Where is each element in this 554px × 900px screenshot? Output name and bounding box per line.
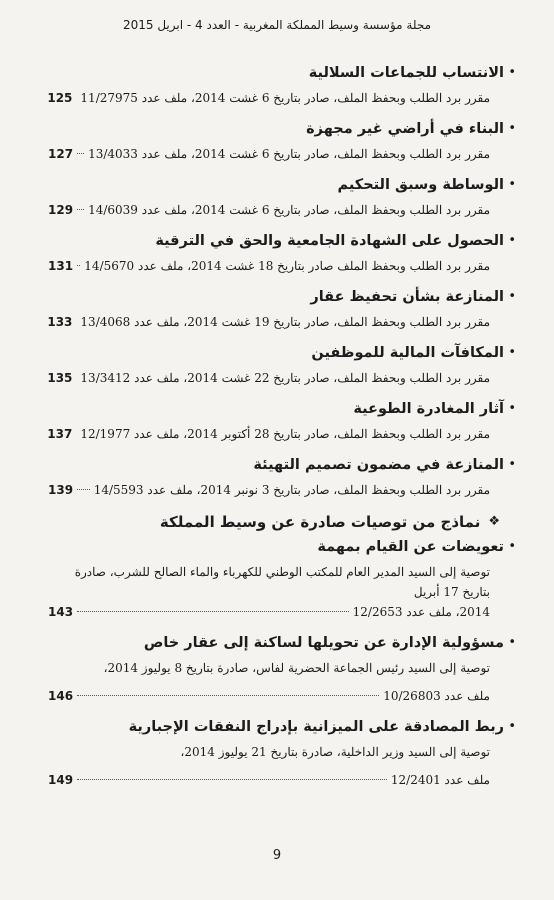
page-ref: 149 xyxy=(48,773,74,787)
bullet-dot: • xyxy=(508,121,516,136)
page-number: 9 xyxy=(272,848,282,863)
bullet-dot: • xyxy=(508,401,516,416)
entry-title xyxy=(48,398,516,420)
toc-entry xyxy=(47,398,516,444)
entry-title-text: آثار المغادرة الطوعية xyxy=(353,401,504,417)
page-ref: 143 xyxy=(48,605,74,619)
entry-title-text: مسؤولية الإدارة عن تحويلها لساكنة إلى عقار خاص xyxy=(143,635,504,651)
entry-title xyxy=(48,716,516,738)
entry-text: مقرر برد الطلب وبحفظ الملف، صادر بتاريخ 19 غشت 2014، ملف عدد 13/4068 xyxy=(80,315,490,329)
page-ref: 125 xyxy=(47,91,73,105)
entry-line xyxy=(48,770,510,790)
entry-title-text: تعويضات عن القيام بمهمة xyxy=(317,539,504,555)
entry-title xyxy=(48,342,516,364)
entry-line xyxy=(48,200,510,220)
toc-entry xyxy=(47,342,516,388)
table-of-contents xyxy=(47,62,516,800)
toc-entry xyxy=(48,454,516,500)
entry-title xyxy=(48,174,516,196)
entry-line xyxy=(48,424,510,444)
entry-text: توصية إلى السيد المدير العام للمكتب الوطني للكهرباء والماء الصالح للشرب، صادرة بتاريخ 17 أبريل xyxy=(74,565,490,599)
page-ref: 135 xyxy=(47,371,73,385)
toc-entry xyxy=(47,286,516,332)
dot-leader xyxy=(77,488,90,490)
entry-title-text: الوساطة وسبق التحكيم xyxy=(337,177,504,193)
page-ref: 127 xyxy=(48,147,74,161)
entry-text: مقرر برد الطلب وبحفظ الملف، صادر بتاريخ 6 غشت 2014، ملف عدد 13/4033 xyxy=(88,147,490,161)
entry-title xyxy=(48,632,516,654)
section-heading xyxy=(48,510,510,534)
bullet-dot: • xyxy=(508,233,516,248)
page-ref: 131 xyxy=(48,259,74,273)
entry-title-text: الحصول على الشهادة الجامعية والحق في الترقية xyxy=(155,233,504,249)
page-ref: 137 xyxy=(47,427,73,441)
running-header: مجلة مؤسسة وسيط المملكة المغربية - العدد 4 - ابريل 2015 xyxy=(122,18,432,32)
entry-text-cont: ملف عدد 12/2401 xyxy=(390,773,490,787)
bullet-dot: • xyxy=(508,539,516,554)
entry-text: توصية إلى السيد رئيس الجماعة الحضرية لفاس، صادرة بتاريخ 8 يوليوز 2014، xyxy=(103,661,490,675)
entry-text: مقرر برد الطلب وبحفظ الملف، صادر بتاريخ 22 غشت 2014، ملف عدد 13/3412 xyxy=(80,371,490,385)
toc-entry xyxy=(48,536,516,622)
entry-title-text: المكافآت المالية للموظفين xyxy=(311,345,504,361)
entry-title-text: البناء في أراضي غير مجهزة xyxy=(306,121,504,137)
section-title: نماذج من توصيات صادرة عن وسيط المملكة xyxy=(159,513,481,531)
entry-line xyxy=(48,312,510,332)
page-ref: 139 xyxy=(48,483,74,497)
entry-text: مقرر برد الطلب وبحفظ الملف صادر بتاريخ 18 غشت 2014، ملف عدد 14/5670 xyxy=(84,259,490,273)
entry-title-text: المنازعة في مضمون تصميم التهيئة xyxy=(253,457,504,473)
toc-entry xyxy=(48,716,516,790)
bullet-dot: • xyxy=(508,719,516,734)
entry-text: توصية إلى السيد وزير الداخلية، صادرة بتاريخ 21 يوليوز 2014، xyxy=(180,745,490,759)
entry-title xyxy=(48,118,516,140)
entry-line xyxy=(48,480,510,500)
entry-line xyxy=(48,686,510,706)
dot-leader xyxy=(77,610,349,612)
entry-text: مقرر برد الطلب وبحفظ الملف، صادر بتاريخ 3 نونبر 2014، ملف عدد 14/5593 xyxy=(93,483,490,497)
toc-entry xyxy=(48,118,516,164)
entry-line xyxy=(48,368,510,388)
page-ref: 146 xyxy=(48,689,74,703)
entry-title-text: الانتساب للجماعات السلالية xyxy=(308,65,504,81)
entry-text-cont: 2014، ملف عدد 12/2653 xyxy=(352,605,490,619)
entry-line xyxy=(48,88,510,108)
entry-title-text: المنازعة بشأن تحفيظ عقار xyxy=(310,289,504,305)
dot-leader xyxy=(77,208,84,210)
entry-text: مقرر برد الطلب وبحفظ الملف، صادر بتاريخ 6 غشت 2014، ملف عدد 14/6039 xyxy=(88,203,490,217)
dot-leader xyxy=(77,264,80,266)
entry-line xyxy=(48,256,510,276)
dot-leader xyxy=(77,694,379,696)
bullet-dot: • xyxy=(508,635,516,650)
bullet-dot: • xyxy=(508,345,516,360)
toc-entry xyxy=(48,230,516,276)
entry-title xyxy=(48,286,516,308)
bullet-dot: • xyxy=(508,457,516,472)
entry-line xyxy=(48,144,510,164)
entry-text-cont: ملف عدد 10/26803 xyxy=(383,689,490,703)
entry-title xyxy=(48,454,516,476)
diamond-bullet-icon: ❖ xyxy=(488,514,500,529)
entry-title xyxy=(48,536,516,558)
entry-line xyxy=(48,602,510,622)
page-ref: 129 xyxy=(48,203,74,217)
toc-entry xyxy=(48,174,516,220)
toc-entry xyxy=(48,632,516,706)
page-ref: 133 xyxy=(47,315,73,329)
toc-entry xyxy=(47,62,516,108)
bullet-dot: • xyxy=(508,289,516,304)
entry-text: مقرر برد الطلب وبحفظ الملف، صادر بتاريخ 6 غشت 2014، ملف عدد 11/27975 xyxy=(80,91,490,105)
entry-text: مقرر برد الطلب وبحفظ الملف، صادر بتاريخ 28 أكتوبر 2014، ملف عدد 12/1977 xyxy=(80,427,490,441)
entry-title-text: ربط المصادقة على الميزانية بإدراج النفقات الإجبارية xyxy=(128,719,504,735)
bullet-dot: • xyxy=(508,177,516,192)
entry-title xyxy=(48,62,516,84)
dot-leader xyxy=(77,152,84,154)
dot-leader xyxy=(77,778,387,780)
entry-title xyxy=(48,230,516,252)
bullet-dot: • xyxy=(508,65,516,80)
